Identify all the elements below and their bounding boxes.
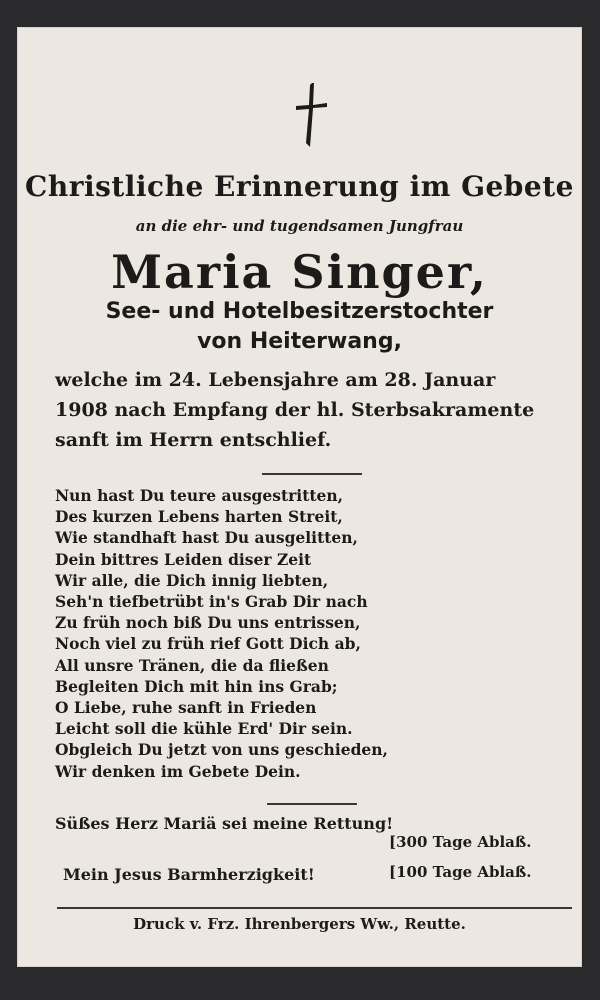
divider [57,907,572,909]
deceased-name: Maria Singer, [111,245,488,299]
prayer-line: Mein Jesus Barmherzigkeit! [63,865,315,884]
poem-line: Wir denken im Gebete Dein. [55,761,301,781]
bio-line: 1908 nach Empfang der hl. Sterbsakramente [55,399,535,421]
indulgence-note: [300 Tage Ablaß. [389,833,532,851]
poem-line: Des kurzen Lebens harten Streit, [55,507,343,527]
poem-line: All unsre Tränen, die da fließen [55,655,329,675]
poem-line: Leicht soll die kühle Erd' Dir sein. [55,719,353,739]
hometown-line: von Heiterwang, [197,329,402,354]
card-heading: Christliche Erinnerung im Gebete [25,170,574,203]
divider [262,473,362,475]
poem-line: Wir alle, die Dich innig liebten, [55,570,329,590]
poem-line: Seh'n tiefbetrübt in's Grab Dir nach [55,592,368,612]
divider [267,803,357,805]
memorial-poem [55,485,575,782]
poem-line: Zu früh noch biß Du uns entrissen, [55,613,361,633]
bio-line: sanft im Herrn entschlief. [55,429,332,451]
printer-credit: Druck v. Frz. Ihrenbergers Ww., Reutte. [133,915,466,933]
cross-icon [293,81,329,151]
memorial-card [17,27,582,967]
indulgence-note: [100 Tage Ablaß. [389,863,532,881]
poem-line: Nun hast Du teure ausgestritten, [55,486,344,505]
poem-line: Noch viel zu früh rief Gott Dich ab, [55,634,361,654]
occupation-line: See- und Hotelbesitzerstochter [105,299,494,324]
poem-line: Obgleich Du jetzt von uns geschieden, [55,740,388,760]
dedication-line: an die ehr- und tugendsamen Jungfrau [135,217,464,235]
poem-line: Dein bittres Leiden diser Zeit [55,549,312,569]
poem-line: Begleiten Dich mit hin ins Grab; [55,676,338,696]
biography-text [55,365,575,455]
poem-line: O Liebe, ruhe sanft in Frieden [55,698,317,718]
bio-line: welche im 24. Lebensjahre am 28. Januar [55,369,496,391]
poem-line: Wie standhaft hast Du ausgelitten, [55,528,358,548]
prayer-line: Süßes Herz Mariä sei meine Rettung! [55,814,394,833]
